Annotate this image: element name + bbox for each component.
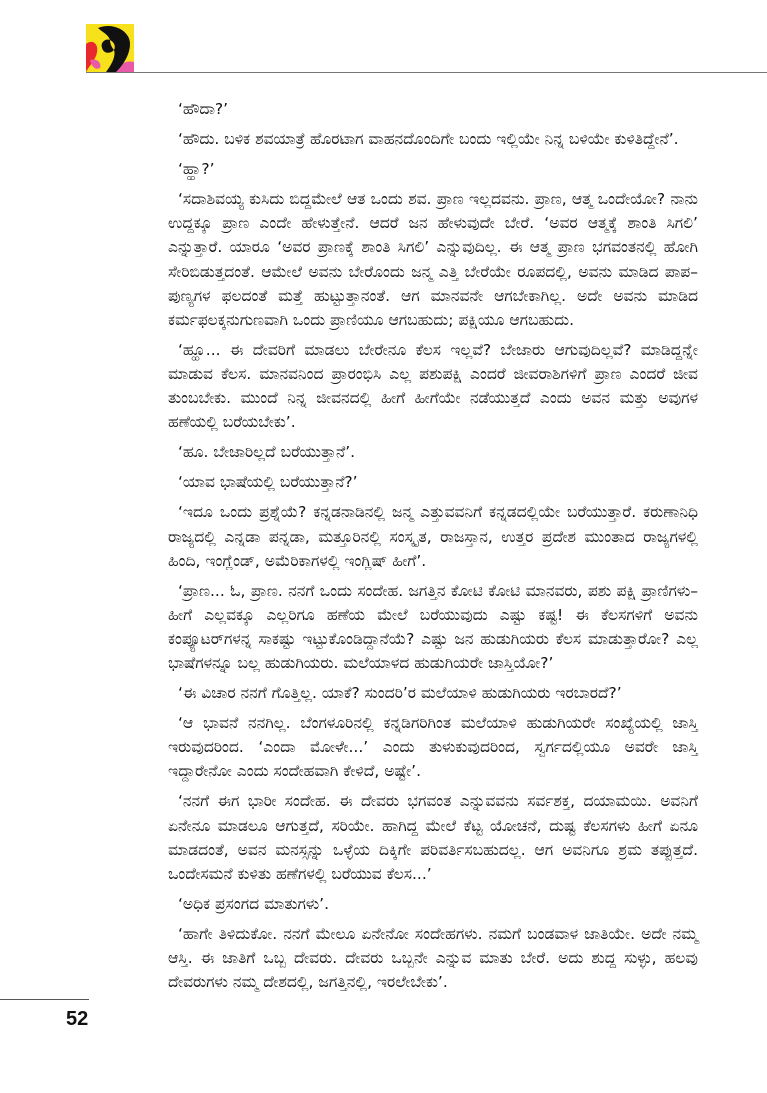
paragraph: ‘ಹೂ. ಬೇಜಾರಿಲ್ಲದೆ ಬರೆಯುತ್ತಾನೆ’. <box>178 443 356 462</box>
paragraph: ‘ಸದಾಶಿವಯ್ಯ ಕುಸಿದು ಬಿದ್ದಮೇಲೆ ಆತ ಒಂದು ಶವ. ಪ್ರಾಣ ಇಲ್ಲದವನು. ಪ್ರಾಣ, ಆತ್ಮ ಒಂದೇಯೋ? ನಾನು ಉದ್ದಕ್ಕೂ ಪ್ರಾಣ ಎಂದೇ ಹೇಳುತ್ತೇನೆ. ಆದರೆ ಜನ ಹೇಳುವುದೇ ಬೇರೆ. ‘ಅವರ ಆತ್ಮಕ್ಕೆ ಶಾಂತಿ ಸಿಗಲಿ’ ಎನ್ನುತ್ತಾರೆ. ಯಾರೂ ‘ಅವರ ಪ್ರಾಣಕ್ಕೆ ಶಾಂತಿ ಸಿಗಲಿ’ ಎನ್ನುವುದಿಲ್ಲ. ಈ ಆತ್ಮ ಪ್ರಾಣ ಭಗವಂತನಲ್ಲಿ ಹೋಗಿ ಸೇರಿಬಿಡುತ್ತದಂತೆ. ಆಮೇಲೆ ಅವನು ಬೇರೊಂದು ಜನ್ಮ ಎತ್ತಿ ಬೇರೆಯೇ ರೂಪದಲ್ಲಿ, ಅವನು ಮಾಡಿದ ಪಾಪ–ಪುಣ್ಯಗಳ ಫಲದಂತೆ ಮತ್ತೆ ಹುಟ್ಟುತ್ತಾನಂತೆ. ಆಗ ಮಾನವನೇ ಆಗಬೇಕಾಗಿಲ್ಲ. ಅದೇ ಅವನು ಮಾಡಿದ ಕರ್ಮಫಲಕ್ಕನುಗುಣವಾಗಿ ಒಂದು ಪ್ರಾಣಿಯೂ ಆಗಬಹುದು; ಪಕ್ಷಿಯೂ ಆಗಬಹುದು. <box>168 190 698 329</box>
paragraph: ‘ಪ್ರಾಣ... ಓ, ಪ್ರಾಣ. ನನಗೆ ಒಂದು ಸಂದೇಹ. ಜಗತ್ತಿನ ಕೋಟಿ ಕೋಟಿ ಮಾನವರು, ಪಶು ಪಕ್ಷಿ ಪ್ರಾಣಿಗಳು– ಹೀಗೆ ಎಲ್ಲವಕ್ಕೂ ಎಲ್ಲರಿಗೂ ಹಣೆಯ ಮೇಲೆ ಬರೆಯುವುದು ಎಷ್ಟು ಕಷ್ಟ! ಈ ಕೆಲಸಗಳಿಗೆ ಅವನು ಕಂಪ್ಯೂಟರ್‌ಗಳನ್ನ ಸಾಕಷ್ಟು ಇಟ್ಟುಕೊಂಡಿದ್ದಾನೆಯೆ? ಎಷ್ಟು ಜನ ಹುಡುಗಿಯರು ಕೆಲಸ ಮಾಡುತ್ತಾರೋ? ಎಲ್ಲ ಭಾಷೆಗಳನ್ನೂ ಬಲ್ಲ ಹುಡುಗಿಯರು. ಮಲೆಯಾಳದ ಹುಡುಗಿಯರೇ ಜಾಸ್ತಿಯೋ?’ <box>168 581 698 672</box>
paragraph: ‘ಈ ವಿಚಾರ ನನಗೆ ಗೊತ್ತಿಲ್ಲ. ಯಾಕೆ? ಸುಂದರಿ’ರ ಮಲೆಯಾಳಿ ಹುಡುಗಿಯರು ಇರಬಾರದೆ?’ <box>178 684 622 703</box>
paragraph: ‘ಇದೂ ಒಂದು ಪ್ರಶ್ನೆಯೆ? ಕನ್ನಡನಾಡಿನಲ್ಲಿ ಜನ್ಮ ಎತ್ತುವವನಿಗೆ ಕನ್ನಡದಲ್ಲಿಯೇ ಬರೆಯುತ್ತಾರೆ. ಕರುಣಾನಿಧಿ ರಾಜ್ಯದಲ್ಲಿ ಎನ್ನಡಾ ಪನ್ನಡಾ, ಮತ್ತೂರಿನಲ್ಲಿ ಸಂಸ್ಕೃತ, ರಾಜಸ್ತಾನ, ಉತ್ತರ ಪ್ರದೇಶ ಮುಂತಾದ ರಾಜ್ಯಗಳಲ್ಲಿ ಹಿಂದಿ, ಇಂಗ್ಲೆಂಡ್, ಅಮೆರಿಕಾಗಳಲ್ಲಿ ಇಂಗ್ಲಿಷ್ ಹೀಗೆ’. <box>168 503 698 570</box>
page-number: 52 <box>66 1008 89 1030</box>
paragraph: ‘ಹ್ಹಾ?’ <box>178 160 215 179</box>
paragraph: ‘ಅಧಿಕ ಪ್ರಸಂಗದ ಮಾತುಗಳು’. <box>178 894 330 913</box>
footer-rule <box>0 999 89 1000</box>
publication-logo-icon <box>86 24 134 72</box>
header-rule <box>86 72 767 73</box>
paragraph: ‘ಹೌದು. ಬಳಿಕ ಶವಯಾತ್ರೆ ಹೊರಟಾಗ ವಾಹನದೊಂದಿಗೇ ಬಂದು ಇಲ್ಲಿಯೇ ನಿನ್ನ ಬಳಿಯೇ ಕುಳಿತಿದ್ದೇನೆ’. <box>178 130 679 149</box>
paragraph: ‘ನನಗೆ ಈಗ ಭಾರೀ ಸಂದೇಹ. ಈ ದೇವರು ಭಗವಂತ ಎನ್ನುವವನು ಸರ್ವಶಕ್ತ, ದಯಾಮಯಿ. ಅವನಿಗೆ ಏನೇನೂ ಮಾಡಲೂ ಆಗುತ್ತದೆ, ಸರಿಯೇ. ಹಾಗಿದ್ದ ಮೇಲೆ ಕೆಟ್ಟ ಯೋಚನೆ, ದುಷ್ಟ ಕೆಲಸಗಳು ಹೀಗೆ ಏನೂ ಮಾಡದಂತೆ, ಅವನ ಮನಸ್ಸನ್ನು ಒಳ್ಳೆಯ ದಿಕ್ಕಿಗೇ ಪರಿವರ್ತಿಸಬಹುದಲ್ಲ. ಆಗ ಅವನಿಗೂ ಶ್ರಮ ತಪ್ಪುತ್ತದೆ. ಒಂದೇಸಮನೆ ಕುಳಿತು ಹಣೆಗಳಲ್ಲಿ ಬರೆಯುವ ಕೆಲಸ...’ <box>168 792 698 883</box>
story-text <box>168 97 698 994</box>
paragraph: ‘ಹೌದಾ?’ <box>178 100 229 118</box>
paragraph: ‘ಆ ಭಾವನೆ ನನಗಿಲ್ಲ. ಬೆಂಗಳೂರಿನಲ್ಲಿ ಕನ್ನಡಿಗರಿಗಿಂತ ಮಲೆಯಾಳಿ ಹುಡುಗಿಯರೇ ಸಂಖ್ಯೆಯಲ್ಲಿ ಜಾಸ್ತಿ ಇರುವುದರಿಂದ. ‘ಎಂದಾ ಮೋಳೇ...’ ಎಂದು ತುಳುಕುವುದರಿಂದ, ಸ್ವರ್ಗದಲ್ಲಿಯೂ ಅವರೇ ಜಾಸ್ತಿ ಇದ್ದಾರೇನೋ ಎಂದು ಸಂದೇಹವಾಗಿ ಕೇಳಿದೆ, ಅಷ್ಟೇ’. <box>168 714 698 781</box>
paragraph: ‘ಯಾವ ಭಾಷೆಯಲ್ಲಿ ಬರೆಯುತ್ತಾನೆ?’ <box>178 473 358 492</box>
paragraph: ‘ಹಾಗೇ ತಿಳಿದುಕೋ. ನನಗೆ ಮೇಲೂ ಏನೇನೋ ಸಂದೇಹಗಳು. ನಮಗೆ ಬಂಡವಾಳ ಜಾತಿಯೇ. ಅದೇ ನಮ್ಮ ಆಸ್ತಿ. ಈ ಜಾತಿಗೆ ಒಬ್ಬ ದೇವರು. ದೇವರು ಒಬ್ಬನೇ ಎನ್ನುವ ಮಾತು ಬೇರೆ. ಅದು ಶುದ್ದ ಸುಳ್ಳು, ಹಲವು ದೇವರುಗಳು ನಮ್ಮ ದೇಶದಲ್ಲಿ, ಜಗತ್ತಿನಲ್ಲಿ, ಇರಲೇಬೇಕು’. <box>168 924 698 992</box>
woman-profile-logo-icon <box>86 24 134 72</box>
paragraph: ‘ಹ್ಹೂ... ಈ ದೇವರಿಗೆ ಮಾಡಲು ಬೇರೇನೂ ಕೆಲಸ ಇಲ್ಲವೆ? ಬೇಜಾರು ಆಗುವುದಿಲ್ಲವೆ? ಮಾಡಿದ್ದನ್ನೇ ಮಾಡುವ ಕೆಲಸ. ಮಾನವನಿಂದ ಪ್ರಾರಂಭಿಸಿ ಎಲ್ಲ ಪಶುಪಕ್ಷಿ ಎಂದರೆ ಜೀವರಾಶಿಗಳಿಗೆ ಪ್ರಾಣ ಎಂದರೆ ಜೀವ ತುಂಬಬೇಕು. ಮುಂದೆ ನಿನ್ನ ಜೀವನದಲ್ಲಿ ಹೀಗೆ ಹೀಗೆಯೇ ನಡೆಯುತ್ತದೆ ಎಂದು ಅವನ ಮತ್ತು ಅವುಗಳ ಹಣೆಯಲ್ಲಿ ಬರೆಯಬೇಕು’. <box>168 340 698 432</box>
